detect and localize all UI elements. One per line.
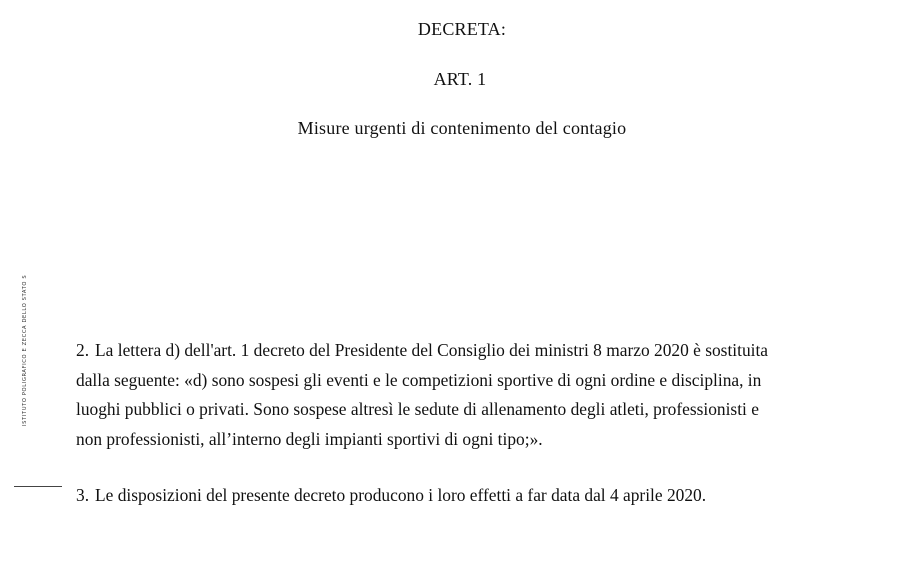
printer-stamp: ISTITUTO POLIGRAFICO E ZECCA DELLO STATO S: [22, 274, 28, 426]
margin-mark: [14, 486, 62, 487]
paragraph-text: La lettera d) dell'art. 1 decreto del Presidente del Consiglio dei ministri 8 marzo 2020 è sostituita: [95, 340, 769, 360]
paragraph-line: [76, 481, 866, 511]
paragraph-line: non professionisti, all’interno degli impianti sportivi di ogni tipo;».: [76, 428, 543, 449]
paragraph-number: 2.: [76, 340, 90, 360]
paragraph-3: [76, 481, 866, 511]
paragraph-text: Le disposizioni del presente decreto producono i loro effetti a far data dal 4 aprile 2020.: [95, 485, 707, 505]
decree-heading: DECRETA:: [417, 19, 507, 39]
paragraph-line: [76, 336, 866, 366]
paragraph-line: dalla seguente: «d) sono sospesi gli eventi e le competizioni sportive di ogni ordine e disciplina, in: [76, 369, 762, 390]
article-number: ART. 1: [433, 69, 487, 89]
paragraph-line: luoghi pubblici o privati. Sono sospese altresì le sedute di allenamento degli atleti, professionisti e: [76, 399, 759, 420]
paragraph-2: [76, 336, 866, 454]
paragraph-number: 3.: [76, 485, 90, 505]
article-title: Misure urgenti di contenimento del contagio: [297, 118, 627, 138]
